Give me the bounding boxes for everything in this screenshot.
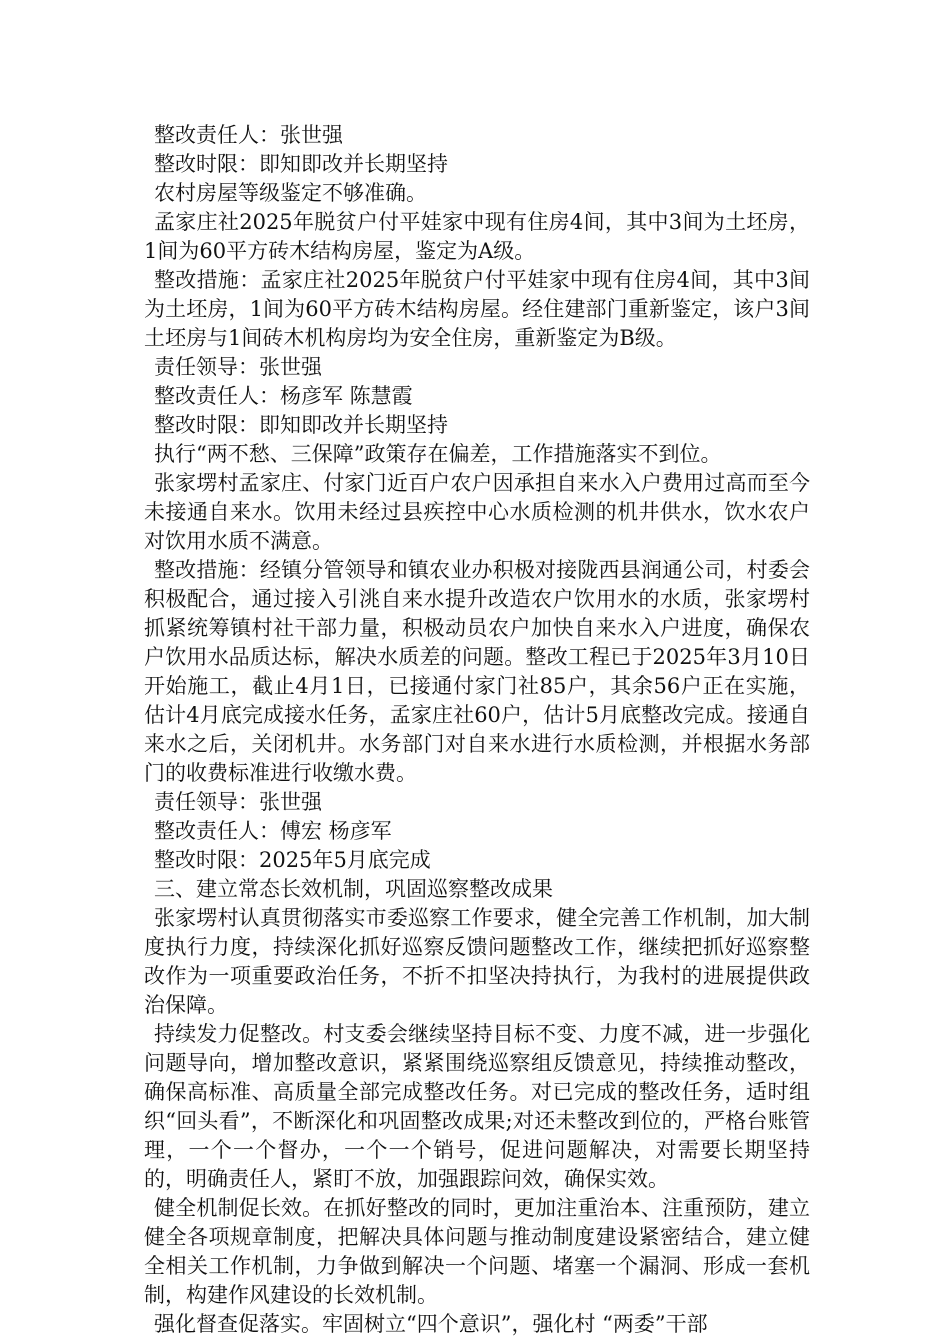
paragraph: 整改责任人：傅宏 杨彦军 bbox=[154, 819, 392, 843]
paragraph: 张家塄村认真贯彻落实市委巡察工作要求，健全完善工作机制，加大制度执行力度，持续深化抓好巡察反馈问题整改工作，继续把抓好巡察整改作为一项重要政治任务，不折不扣坚决持执行，为我村的进展提供政治保障。 bbox=[144, 906, 810, 1017]
paragraph: 整改时限：2025年5月底完成 bbox=[154, 848, 431, 872]
paragraph: 整改措施：经镇分管领导和镇农业办积极对接陇西县润通公司，村委会积极配合，通过接入引洮自来水提升改造农户饮用水的水质，张家塄村抓紧统筹镇村社干部力量，积极动员农户加快自来水入户进度，确保农户饮用水品质达标，解决水质差的问题。整改工程已于2025年3月10日开始施工，截止4月1日，已接通付家门社85户，其余56户正在实施，估计4月底完成接水任务，孟家庄社60户，估计5月底整改完成。接通自来水之后，关闭机井。水务部门对自来水进行水质检测，并根据水务部门的收费标准进行收缴水费。 bbox=[144, 558, 810, 785]
document-body bbox=[144, 121, 810, 1339]
paragraph: 执行“两不愁、三保障”政策存在偏差，工作措施落实不到位。 bbox=[154, 442, 722, 466]
paragraph: 整改时限：即知即改并长期坚持 bbox=[154, 413, 448, 437]
paragraph: 张家塄村孟家庄、付家门近百户农户因承担自来水入户费用过高而至今未接通自来水。饮用未经过县疾控中心水质检测的机井供水，饮水农户对饮用水质不满意。 bbox=[144, 471, 810, 553]
paragraph: 强化督查促落实。牢固树立“四个意识”，强化村 “两委”干部 bbox=[154, 1312, 708, 1336]
paragraph: 整改时限：即知即改并长期坚持 bbox=[154, 152, 448, 176]
paragraph: 农村房屋等级鉴定不够准确。 bbox=[154, 181, 427, 205]
paragraph: 整改措施：孟家庄社2025年脱贫户付平娃家中现有住房4间，其中3间为土坯房，1间为60平方砖木结构房屋。经住建部门重新鉴定，该户3间土坯房与1间砖木机构房均为安全住房，重新鉴定为B级。 bbox=[144, 268, 810, 350]
paragraph: 责任领导：张世强 bbox=[154, 790, 322, 814]
paragraph: 整改责任人：张世强 bbox=[154, 123, 343, 147]
paragraph: 持续发力促整改。村支委会继续坚持目标不变、力度不减，进一步强化问题导向，增加整改意识，紧紧围绕巡察组反馈意见，持续推动整改，确保高标准、高质量全部完成整改任务。对已完成的整改任务，适时组织“回头看”，不断深化和巩固整改成果;对还未整改到位的，严格台账管理，一个一个督办，一个一个销号，促进问题解决，对需要长期坚持的，明确责任人，紧盯不放，加强跟踪问效，确保实效。 bbox=[144, 1022, 810, 1191]
section-heading: 三、建立常态长效机制，巩固巡察整改成果 bbox=[154, 877, 553, 901]
paragraph: 整改责任人：杨彦军 陈慧霞 bbox=[154, 384, 413, 408]
paragraph: 健全机制促长效。在抓好整改的同时，更加注重治本、注重预防，建立健全各项规章制度，把解决具体问题与推动制度建设紧密结合，建立健全相关工作机制，力争做到解决一个问题、堵塞一个漏洞、形成一套机制，构建作风建设的长效机制。 bbox=[144, 1196, 810, 1307]
paragraph: 责任领导：张世强 bbox=[154, 355, 322, 379]
paragraph: 孟家庄社2025年脱贫户付平娃家中现有住房4间，其中3间为土坯房，1间为60平方砖木结构房屋，鉴定为A级。 bbox=[144, 210, 810, 263]
